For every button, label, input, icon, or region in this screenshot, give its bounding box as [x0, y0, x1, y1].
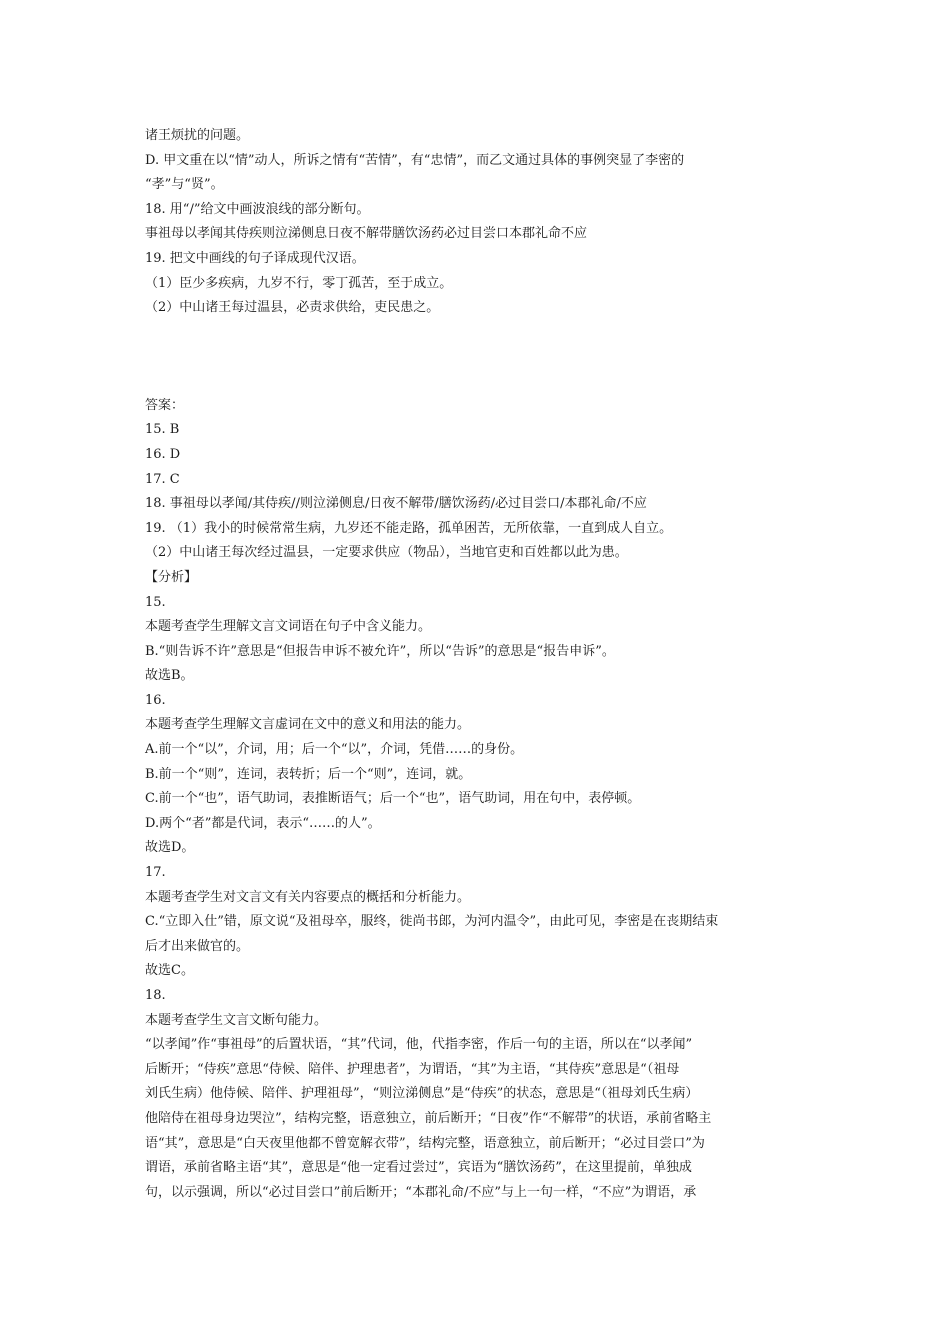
text-line: C.前一个“也”，语气助词，表推断语气；后一个“也”，语气助词，用在句中，表停顿。 — [145, 791, 641, 807]
text-line: 15. B — [145, 422, 180, 438]
text-line: 19. （1）我小的时候常常生病，九岁还不能走路，孤单困苦，无所依靠，一直到成人自立。 — [145, 520, 673, 536]
text-line: 语“其”，意思是“白天夜里他都不曾宽解衣带”，结构完整，语意独立，前后断开；“必过目尝口”为 — [145, 1135, 705, 1151]
text-line: 本题考查学生文言文断句能力。 — [145, 1012, 328, 1028]
text-line: 他陪侍在祖母身边哭泣”，结构完整，语意独立，前后断开；“日夜”作“不解带”的状语，承前省略主 — [145, 1110, 712, 1126]
text-line: 谓语，承前省略主语“其”，意思是“他一定看过尝过”，宾语为“膳饮汤药”，在这里提前，单独成 — [145, 1160, 692, 1176]
text-line: （1）臣少多疾病，九岁不行，零丁孤苦，至于成立。 — [145, 275, 453, 291]
text-line: 后断开；“侍疾”意思“侍候、陪伴、护理患者”，为谓语，“其”为主语，“其侍疾”意思是“（祖母 — [145, 1061, 680, 1077]
text-line: 本题考查学生对文言文有关内容要点的概括和分析能力。 — [145, 889, 471, 905]
text-line: 17. — [145, 865, 166, 881]
text-line: B.“则告诉不许”意思是“但报告申诉不被允许”，所以“告诉”的意思是“报告申诉”。 — [145, 643, 615, 659]
text-line: 【分析】 — [145, 569, 198, 585]
text-line: 事祖母以孝闻其侍疾则泣涕侧息日夜不解带膳饮汤药必过目尝口本郡礼命不应 — [145, 226, 588, 242]
text-line: 答案： — [145, 397, 185, 413]
text-line: 18. 事祖母以孝闻/其侍疾//则泣涕侧息/日夜不解带/膳饮汤药/必过目尝口/本郡礼命/不应 — [145, 496, 647, 512]
text-line: 刘氏生病）他侍候、陪伴、护理祖母”，“则泣涕侧息”是“侍疾”的状态，意思是“（祖母刘氏生病） — [145, 1086, 699, 1102]
text-line: B.前一个“则”，连词，表转折；后一个“则”，连词，就。 — [145, 766, 472, 782]
text-line: 故选C。 — [145, 963, 194, 979]
text-line: C.“立即入仕”错，原文说“及祖母卒，服终，徙尚书郎，为河内温令”，由此可见，李密是在丧期结束 — [145, 914, 719, 930]
question-section — [145, 124, 815, 321]
text-line: 诸王烦扰的问题。 — [145, 128, 250, 143]
text-line: 故选D。 — [145, 840, 195, 856]
blank-gap — [145, 321, 815, 394]
text-line: （2）中山诸王每次经过温县，一定要求供应（物品），当地官吏和百姓都以此为患。 — [145, 545, 628, 561]
answer-section — [145, 394, 815, 1206]
text-line: 16. D — [145, 446, 181, 462]
text-line: 16. — [145, 692, 166, 708]
text-line: D.两个“者”都是代词，表示“……的人”。 — [145, 815, 381, 831]
text-line: 18. — [145, 988, 166, 1003]
text-line: 19. 把文中画线的句子译成现代汉语。 — [145, 250, 365, 266]
text-line: A.前一个“以”，介词，用；后一个“以”，介词，凭借……的身份。 — [145, 742, 524, 758]
text-line: 后才出来做官的。 — [145, 938, 250, 954]
text-line: 本题考查学生理解文言虚词在文中的意义和用法的能力。 — [145, 717, 471, 733]
text-line: （2）中山诸王每过温县，必责求供给，吏民患之。 — [145, 300, 440, 316]
text-line: 15. — [145, 594, 166, 610]
text-line: 18. 用“/”给文中画波浪线的部分断句。 — [145, 201, 370, 217]
document-page — [145, 124, 815, 1205]
text-line: 本题考查学生理解文言文词语在句子中含义能力。 — [145, 619, 432, 635]
text-line: “孝”与“贤”。 — [145, 177, 224, 193]
text-line: D. 甲文重在以“情”动人，所诉之情有“苦情”，有“忠情”，而乙文通过具体的事例突显了李密的 — [145, 152, 685, 168]
text-line: “以孝闻”作“事祖母”的后置状语，“其”代词，他，代指李密，作后一句的主语，所以在“以孝闻” — [145, 1037, 693, 1053]
text-line: 句，以示强调，所以“必过目尝口”前后断开；“本郡礼命/不应”与上一句一样，“不应”为谓语，承 — [145, 1184, 697, 1200]
text-line: 17. C — [145, 471, 180, 487]
text-line: 故选B。 — [145, 668, 194, 684]
